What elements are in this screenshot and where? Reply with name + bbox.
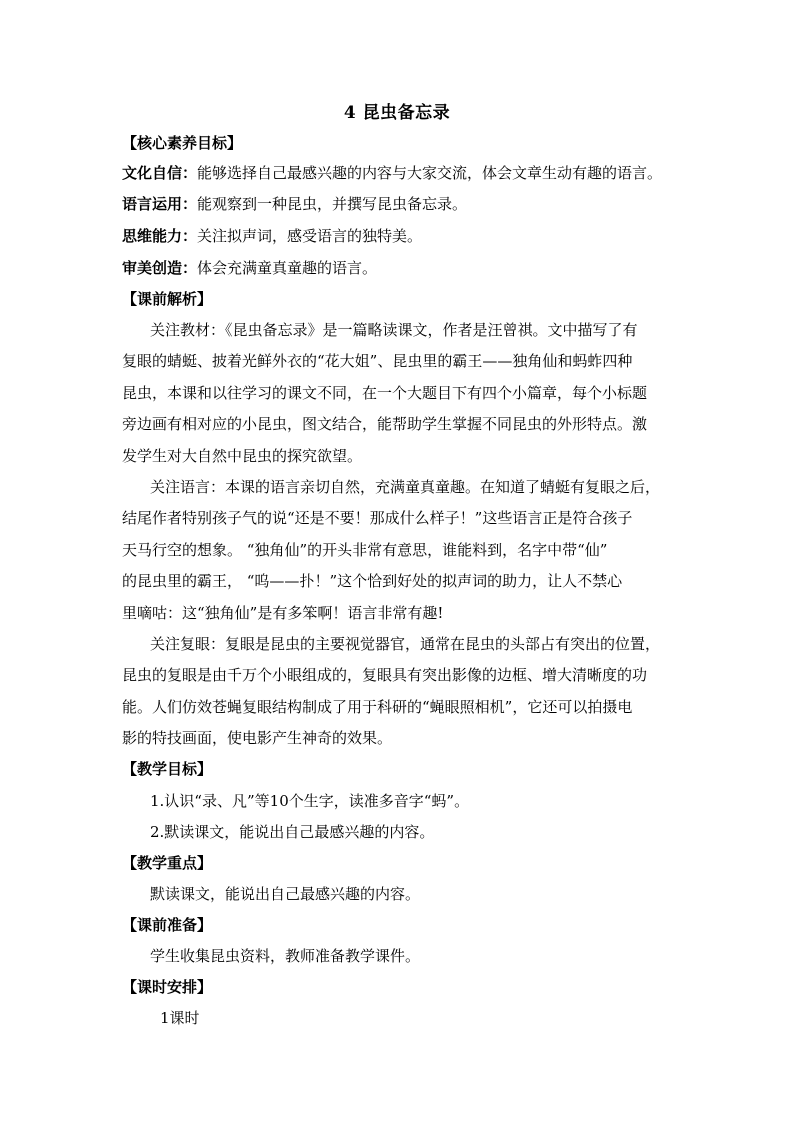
section-header-core-goals: 【核心素养目标】	[122, 134, 243, 152]
schedule-text: 1课时	[160, 1009, 200, 1027]
section-header-schedule: 【课时安排】	[122, 978, 213, 996]
core-goal-label: 审美创造：	[122, 259, 198, 277]
paragraph-line: 结尾作者特别孩子气的说“还是不要！那成什么样子！”这些语言正是符合孩子	[122, 509, 633, 527]
core-goal-text: 能观察到一种昆虫，并撰写昆虫备忘录。	[197, 195, 468, 213]
core-goal-culture	[122, 163, 682, 183]
paragraph-line: 天马行空的想象。 “独角仙”的开头非常有意思，谁能料到，名字中带“仙”	[122, 541, 608, 559]
paragraph-line: 复眼的蜻蜓、披着光鲜外衣的“花大姐”、昆虫里的霸王——独角仙和蚂蚱四种	[122, 352, 633, 370]
teaching-goal-item: 2.默读课文，能说出自己最感兴趣的内容。	[150, 823, 435, 841]
paragraph-line: 里嘀咕：这“独角仙”是有多笨啊！语言非常有趣!	[122, 604, 444, 622]
paragraph-line: 昆虫的复眼是由千万个小眼组成的，复眼具有突出影像的边框、增大清晰度的功	[122, 666, 648, 684]
section-header-teaching-goals: 【教学目标】	[122, 760, 213, 778]
core-goal-text: 关注拟声词，感受语言的独特美。	[197, 227, 423, 245]
section-header-preparation: 【课前准备】	[122, 916, 213, 934]
paragraph-line: 的昆虫里的霸王， “呜——扑！”这个恰到好处的拟声词的助力，让人不禁心	[122, 572, 623, 590]
paragraph-line: 旁边画有相对应的小昆虫，图文结合，能帮助学生掌握不同昆虫的外形特点。激	[122, 415, 648, 433]
core-goal-label: 语言运用：	[122, 195, 198, 213]
core-goal-text: 能够选择自己最感兴趣的内容与大家交流，体会文章生动有趣的语言。	[197, 164, 663, 182]
core-goal-language	[122, 194, 682, 214]
paragraph-line: 发学生对大自然中昆虫的探究欲望。	[122, 447, 363, 465]
paragraph-line: 关注复眼：复眼是昆虫的主要视觉器官，通常在昆虫的头部占有突出的位置，	[150, 635, 661, 653]
paragraph-line: 关注教材：《昆虫备忘录》是一篇略读课文，作者是汪曾祺。文中描写了有	[150, 321, 638, 339]
core-goal-label: 思维能力：	[122, 227, 198, 245]
paragraph-line: 影的特技画面，使电影产生神奇的效果。	[122, 729, 393, 747]
core-goal-thinking	[122, 226, 682, 246]
paragraph-line: 关注语言：本课的语言亲切自然，充满童真童趣。在知道了蜻蜓有复眼之后，	[150, 478, 661, 496]
core-goal-text: 体会充满童真童趣的语言。	[197, 259, 378, 277]
core-goal-label: 文化自信：	[122, 164, 198, 182]
key-points-text: 默读课文，能说出自己最感兴趣的内容。	[150, 885, 421, 903]
section-header-pre-analysis: 【课前解析】	[122, 290, 213, 308]
core-goal-aesthetic	[122, 258, 682, 278]
teaching-goal-item: 1.认识“录、凡”等10个生字，读准多音字“蚂”。	[150, 792, 470, 810]
paragraph-line: 能。人们仿效苍蝇复眼结构制成了用于科研的“蝇眼照相机”，它还可以拍摄电	[122, 698, 633, 716]
page-title: 4 昆虫备忘录	[343, 103, 451, 123]
paragraph-line: 昆虫，本课和以往学习的课文不同，在一个大题目下有四个小篇章，每个小标题	[122, 384, 648, 402]
preparation-text: 学生收集昆虫资料，教师准备教学课件。	[150, 947, 421, 965]
section-header-key-points: 【教学重点】	[122, 854, 213, 872]
